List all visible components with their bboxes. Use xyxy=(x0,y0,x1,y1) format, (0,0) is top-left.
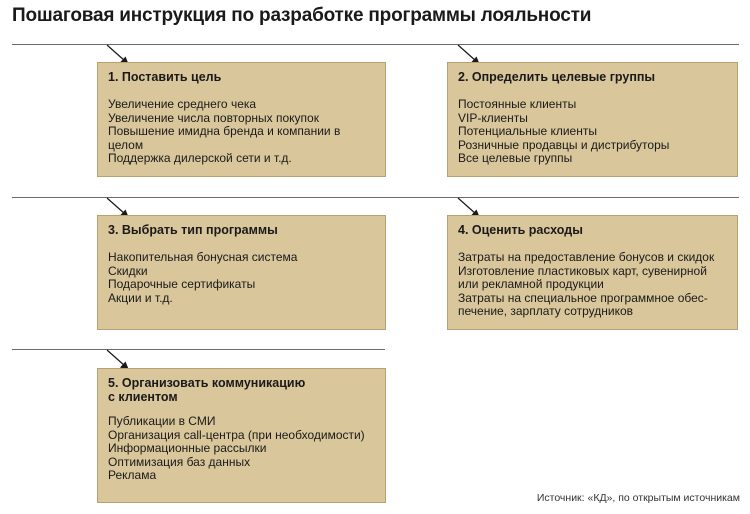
list-item: Все целевые группы xyxy=(458,151,573,166)
list-item: Увеличение числа повторных покупок xyxy=(108,110,319,125)
list-item: Реклама xyxy=(108,468,157,483)
step-4-title: 4. Оценить расходы xyxy=(458,223,583,237)
step-3-box xyxy=(97,215,386,330)
step-1-title: 1. Поставить цель xyxy=(108,70,222,84)
list-item: VIP-клиенты xyxy=(458,110,528,125)
step-3-list xyxy=(108,251,376,305)
step-1-box xyxy=(97,62,386,177)
step-2-list xyxy=(458,98,728,166)
list-item: Оптимизация баз данных xyxy=(108,454,251,469)
step-5-title: 5. Организовать коммуникацию с клиентом xyxy=(108,376,306,404)
list-item: Поддержка дилерской сети и т.д. xyxy=(108,151,292,166)
list-item: Накопительная бонусная система xyxy=(108,250,298,264)
step-3-title: 3. Выбрать тип программы xyxy=(108,223,278,237)
list-item: Скидки xyxy=(108,263,148,278)
list-item: Повышение имидна бренда и компании в целом xyxy=(108,124,341,152)
divider-line xyxy=(12,349,385,350)
list-item: Подарочные сертификаты xyxy=(108,277,256,292)
source-note: Источник: «КД», по открытым источникам xyxy=(536,492,740,504)
page-title: Пошаговая инструкция по разработке программы лояльности xyxy=(12,5,592,26)
divider-line xyxy=(364,197,739,198)
divider-line xyxy=(12,197,385,198)
step-5-list xyxy=(108,415,376,483)
list-item: Затраты на специальное программное обес- печение, зарплату сотрудников xyxy=(458,290,708,319)
step-4-box xyxy=(447,215,738,330)
step-2-box xyxy=(447,62,738,177)
step-5-box xyxy=(97,368,386,503)
list-item: Увеличение среднего чека xyxy=(108,97,257,111)
list-item: Потенциальные клиенты xyxy=(458,124,597,139)
step-2-title: 2. Определить целевые группы xyxy=(458,70,656,84)
list-item: Затраты на предоставление бонусов и скидок xyxy=(458,250,715,264)
divider-line xyxy=(364,44,739,45)
list-item: Розничные продавцы и дистрибуторы xyxy=(458,137,670,152)
list-item: Организация call-центра (при необходимости) xyxy=(108,427,365,442)
list-item: Изготовление пластиковых карт, сувенирной или рекламной продукции xyxy=(458,263,707,292)
divider-line xyxy=(12,44,385,45)
list-item: Постоянные клиенты xyxy=(458,97,577,111)
list-item: Публикации в СМИ xyxy=(108,414,216,428)
list-item: Акции и т.д. xyxy=(108,290,173,305)
list-item: Информационные рассылки xyxy=(108,441,267,456)
step-4-list xyxy=(458,251,728,319)
step-1-list xyxy=(108,98,376,166)
